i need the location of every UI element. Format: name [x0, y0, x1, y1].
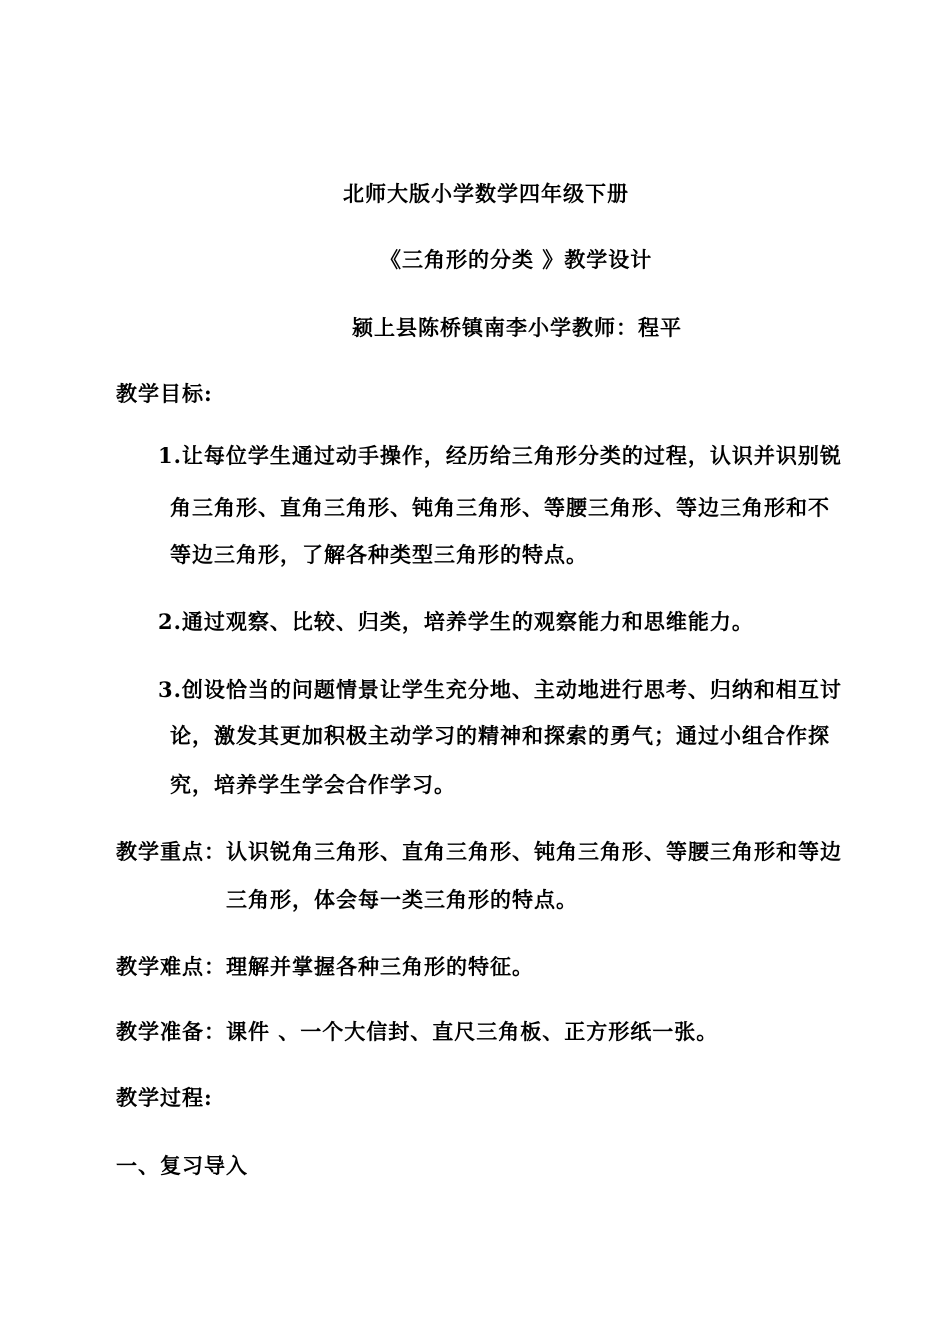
- objective-3-line-3: 究，培养学生学会合作学习。: [170, 772, 456, 797]
- preparation-label: 教学准备：: [116, 1019, 226, 1044]
- objective-3-line-2: 论，激发其更加积极主动学习的精神和探索的勇气；通过小组合作探: [170, 723, 830, 748]
- author-line: 颍上县陈桥镇南李小学教师：程平: [352, 315, 682, 340]
- objective-1-line-3: 等边三角形，了解各种类型三角形的特点。: [170, 542, 588, 567]
- objective-1-line-2: 角三角形、直角三角形、钝角三角形、等腰三角形、等边三角形和不: [170, 495, 830, 520]
- process-heading: 教学过程:: [116, 1085, 213, 1110]
- objectives-heading: 教学目标:: [116, 381, 213, 406]
- preparation-text: 课件 、一个大信封、直尺三角板、正方形纸一张。: [226, 1019, 719, 1044]
- objective-1-line-1: 1.让每位学生通过动手操作，经历给三角形分类的过程，认识并识别锐: [158, 443, 842, 468]
- key-points-line-2: 三角形，体会每一类三角形的特点。: [226, 887, 578, 912]
- key-points-label: 教学重点：: [116, 839, 226, 864]
- difficulty-text: 理解并掌握各种三角形的特征。: [226, 954, 534, 979]
- difficulty-label: 教学难点：: [116, 954, 226, 979]
- document-title: 北师大版小学数学四年级下册: [343, 181, 629, 206]
- key-points-line-1: 认识锐角三角形、直角三角形、钝角三角形、等腰三角形和等边: [226, 839, 842, 864]
- objective-2: 2.通过观察、比较、归类，培养学生的观察能力和思维能力。: [158, 609, 754, 634]
- lesson-title: 《三角形的分类 》教学设计: [380, 247, 653, 272]
- section-1-heading: 一、复习导入: [116, 1153, 248, 1178]
- objective-3-line-1: 3.创设恰当的问题情景让学生充分地、主动地进行思考、归纳和相互讨: [158, 677, 842, 702]
